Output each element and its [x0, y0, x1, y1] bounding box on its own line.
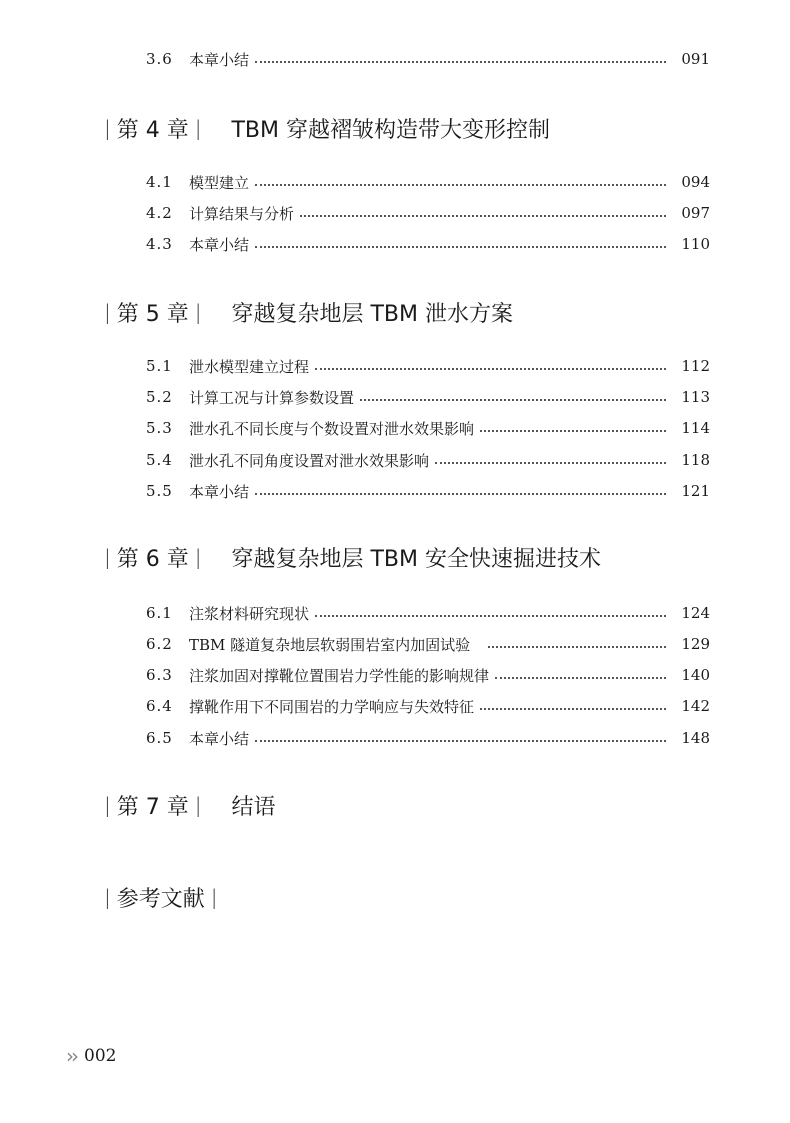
page-number: 097 — [681, 204, 710, 222]
page-footer — [66, 1044, 116, 1068]
toc-entry-5-4[interactable] — [146, 448, 710, 472]
page-number: 113 — [681, 388, 710, 406]
dot-leader — [480, 430, 666, 432]
section-title: 本章小结 — [189, 729, 250, 748]
chapter-label: 参考文献 — [116, 886, 205, 912]
section-number: 6.2 — [146, 635, 173, 653]
section-title: 模型建立 — [189, 173, 250, 192]
section-number: 5.2 — [146, 388, 173, 406]
references-heading[interactable] — [104, 881, 218, 913]
page-number: 110 — [681, 235, 710, 253]
dot-leader — [315, 368, 666, 370]
page-number: 124 — [681, 604, 710, 622]
page-number: 140 — [681, 666, 710, 684]
toc-entry-3-6[interactable] — [146, 47, 710, 71]
dot-leader — [300, 215, 666, 217]
section-number: 3.6 — [146, 50, 173, 68]
section-title: 注浆材料研究现状 — [189, 604, 310, 623]
section-title: 注浆加固对撑靴位置围岩力学性能的影响规律 — [189, 666, 490, 685]
bracket-bar: | — [104, 793, 111, 817]
toc-entry-5-2[interactable] — [146, 385, 710, 409]
page-number: 148 — [681, 729, 710, 747]
toc-entry-5-3[interactable] — [146, 416, 710, 440]
bracket-bar: | — [104, 300, 111, 324]
toc-entry-4-2[interactable] — [146, 201, 710, 225]
section-number: 6.1 — [146, 604, 173, 622]
chapter-title: TBM 穿越褶皱构造带大变形控制 — [231, 117, 550, 143]
double-chevron-icon: ›› — [66, 1044, 76, 1068]
toc-entry-6-4[interactable] — [146, 694, 710, 718]
chapter-6-heading[interactable] — [104, 541, 601, 573]
page-number: 118 — [681, 451, 710, 469]
page-number: 094 — [681, 173, 710, 191]
chapter-label: 第 7 章 — [116, 794, 189, 820]
page-number: 129 — [681, 635, 710, 653]
dot-leader — [488, 646, 666, 648]
bracket-bar: | — [210, 885, 218, 909]
section-number: 5.5 — [146, 482, 173, 500]
toc-entry-5-1[interactable] — [146, 354, 710, 378]
dot-leader — [255, 184, 666, 186]
bracket-bar: | — [194, 300, 202, 324]
toc-entry-4-3[interactable] — [146, 232, 710, 256]
section-title: 计算结果与分析 — [189, 204, 295, 223]
dot-leader — [360, 399, 666, 401]
dot-leader — [255, 61, 666, 63]
toc-entry-6-5[interactable] — [146, 726, 710, 750]
section-number: 6.3 — [146, 666, 173, 684]
page-number: 142 — [681, 697, 710, 715]
dot-leader — [255, 246, 666, 248]
section-number: 5.4 — [146, 451, 173, 469]
section-number: 4.3 — [146, 235, 173, 253]
dot-leader — [255, 740, 666, 742]
chapter-7-heading[interactable] — [104, 789, 276, 821]
section-title: 泄水孔不同长度与个数设置对泄水效果影响 — [189, 419, 475, 438]
chapter-title: 结语 — [231, 794, 276, 820]
dot-leader — [255, 493, 666, 495]
section-number: 4.1 — [146, 173, 173, 191]
toc-entry-4-1[interactable] — [146, 170, 710, 194]
section-number: 6.4 — [146, 697, 173, 715]
section-title: 计算工况与计算参数设置 — [189, 388, 355, 407]
bracket-bar: | — [104, 116, 111, 140]
toc-entry-5-5[interactable] — [146, 479, 710, 503]
section-title: 本章小结 — [189, 235, 250, 254]
section-title: 本章小结 — [189, 50, 250, 69]
bracket-bar: | — [104, 885, 111, 909]
bracket-bar: | — [104, 545, 111, 569]
chapter-title: 穿越复杂地层 TBM 泄水方案 — [231, 301, 513, 327]
chapter-label: 第 4 章 — [116, 117, 189, 143]
section-number: 4.2 — [146, 204, 173, 222]
chapter-5-heading[interactable] — [104, 296, 513, 328]
footer-page-number: 002 — [84, 1046, 117, 1066]
section-title: 泄水孔不同角度设置对泄水效果影响 — [189, 451, 430, 470]
page-number: 114 — [681, 419, 710, 437]
chapter-label: 第 6 章 — [116, 546, 189, 572]
dot-leader — [435, 462, 666, 464]
chapter-title: 穿越复杂地层 TBM 安全快速掘进技术 — [231, 546, 601, 572]
bracket-bar: | — [194, 116, 202, 140]
dot-leader — [495, 677, 666, 679]
toc-entry-6-1[interactable] — [146, 601, 710, 625]
dot-leader — [480, 708, 666, 710]
toc-entry-6-3[interactable] — [146, 663, 710, 687]
page-number: 121 — [681, 482, 710, 500]
chapter-4-heading[interactable] — [104, 112, 550, 144]
toc-entry-6-2[interactable] — [146, 632, 710, 656]
dot-leader — [315, 615, 666, 617]
section-title: TBM 隧道复杂地层软弱围岩室内加固试验 — [189, 635, 471, 654]
section-title: 本章小结 — [189, 482, 250, 501]
page-number: 112 — [681, 357, 710, 375]
bracket-bar: | — [194, 545, 202, 569]
section-title: 泄水模型建立过程 — [189, 357, 310, 376]
section-number: 5.3 — [146, 419, 173, 437]
section-title: 撑靴作用下不同围岩的力学响应与失效特征 — [189, 697, 475, 716]
bracket-bar: | — [194, 793, 202, 817]
chapter-label: 第 5 章 — [116, 301, 189, 327]
page-number: 091 — [681, 50, 710, 68]
section-number: 5.1 — [146, 357, 173, 375]
section-number: 6.5 — [146, 729, 173, 747]
